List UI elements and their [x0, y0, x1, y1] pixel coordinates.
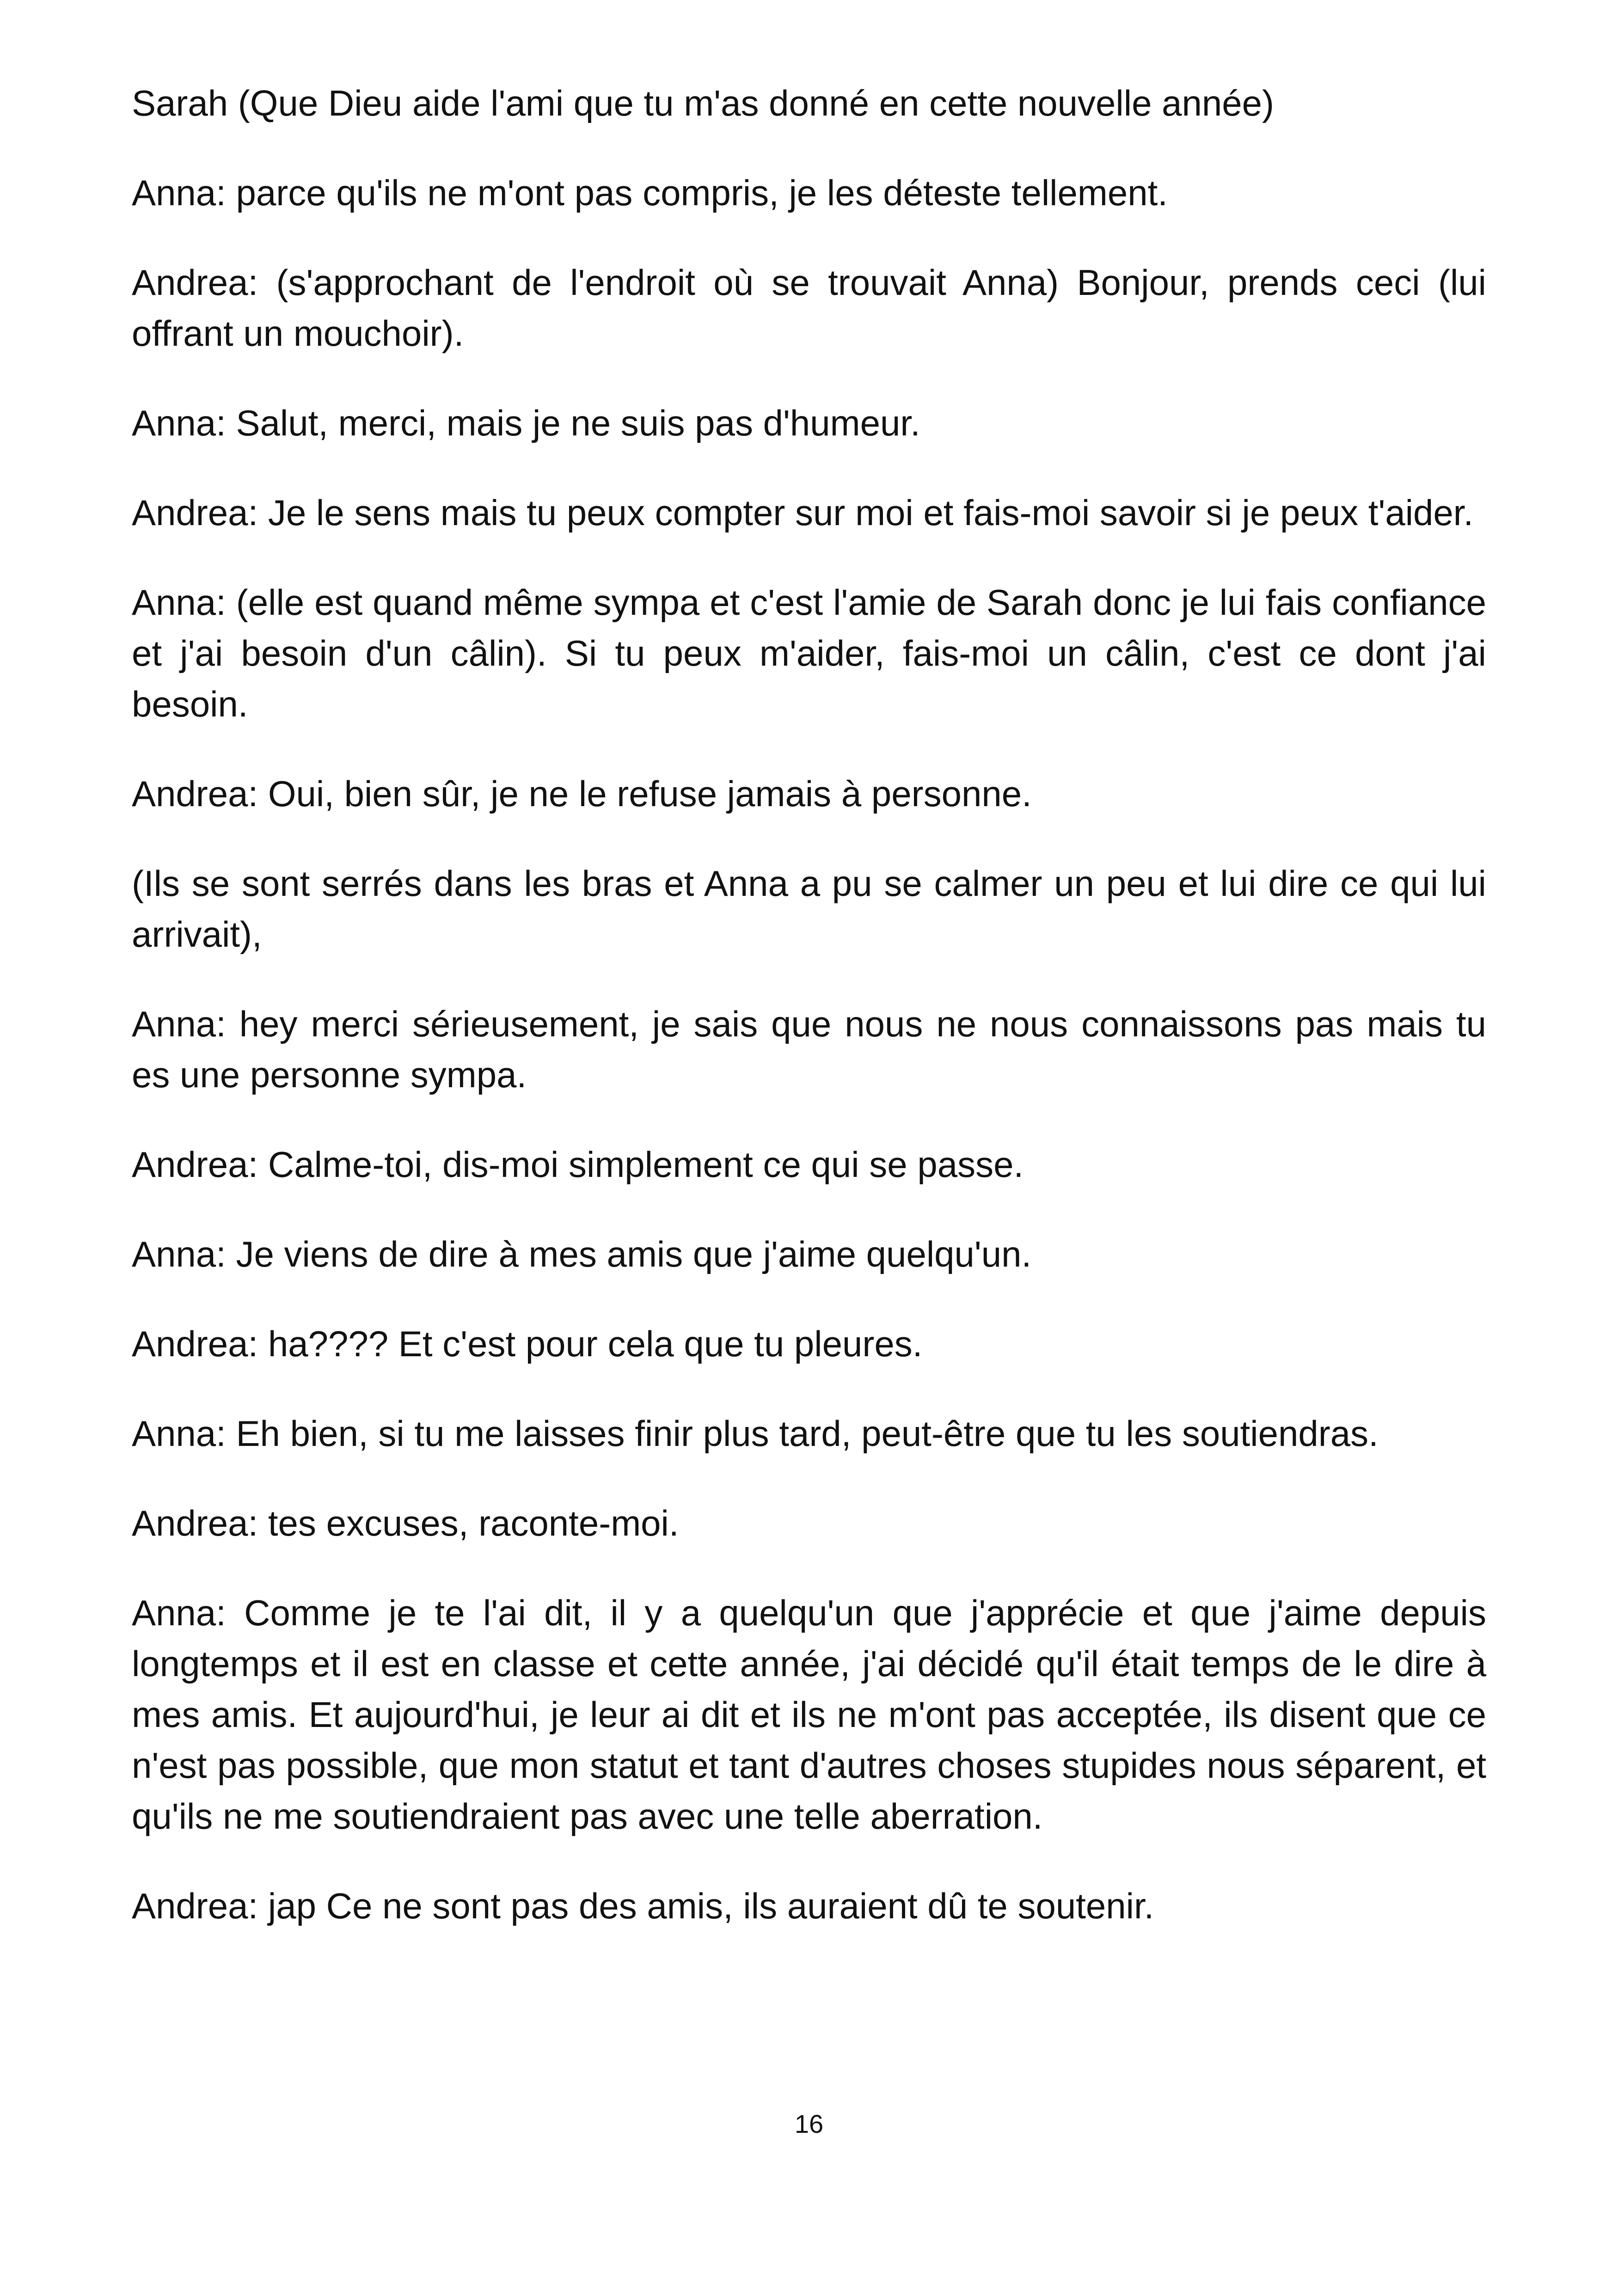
- dialogue-paragraph: Andrea: Je le sens mais tu peux compter sur moi et fais-moi savoir si je peux t'aider.: [132, 492, 1474, 533]
- dialogue-paragraph: Anna: Eh bien, si tu me laisses finir plus tard, peut-être que tu les soutiendras.: [132, 1413, 1379, 1454]
- narration-paragraph: (Ils se sont serrés dans les bras et Anna a pu se calmer un peu et lui dire ce qui lui arrivait),: [132, 863, 1486, 955]
- dialogue-paragraph: Anna: hey merci sérieusement, je sais que nous ne nous connaissons pas mais tu es une personne sympa.: [132, 1004, 1486, 1095]
- page-number: 16: [794, 2109, 824, 2138]
- dialogue-paragraph: Anna: Salut, merci, mais je ne suis pas d'humeur.: [132, 403, 920, 443]
- dialogue-paragraph: Anna: Je viens de dire à mes amis que j'aime quelqu'un.: [132, 1234, 1032, 1274]
- dialogue-paragraph: Sarah (Que Dieu aide l'ami que tu m'as donné en cette nouvelle année): [132, 83, 1275, 123]
- dialogue-paragraph: Andrea: Calme-toi, dis-moi simplement ce qui se passe.: [132, 1144, 1024, 1185]
- dialogue-paragraph: Andrea: Oui, bien sûr, je ne le refuse jamais à personne.: [132, 773, 1032, 814]
- dialogue-paragraph: Andrea: jap Ce ne sont pas des amis, ils auraient dû te soutenir.: [132, 1886, 1154, 1926]
- dialogue-paragraph: Andrea: (s'approchant de l'endroit où se trouvait Anna) Bonjour, prends ceci (lui offrant un mouchoir).: [132, 262, 1486, 354]
- dialogue-paragraph: Anna: parce qu'ils ne m'ont pas compris, je les déteste tellement.: [132, 172, 1168, 213]
- dialogue-paragraph: Anna: (elle est quand même sympa et c'est l'amie de Sarah donc je lui fais confiance et j'ai besoin d'un câlin). Si tu peux m'aider, fais-moi un câlin, c'est ce dont j'ai besoin.: [132, 582, 1486, 724]
- dialogue-paragraph: Andrea: tes excuses, raconte-moi.: [132, 1503, 679, 1543]
- body-text: [132, 78, 1486, 1931]
- dialogue-paragraph: Andrea: ha???? Et c'est pour cela que tu pleures.: [132, 1323, 923, 1364]
- dialogue-paragraph: Anna: Comme je te l'ai dit, il y a quelqu'un que j'apprécie et que j'aime depuis longtemps et il est en classe et cette année, j'ai décidé qu'il était temps de le dire à mes amis. Et aujourd'hui, je leur ai dit et ils ne m'ont pas acceptée, ils disent que ce n'est pas possible, que mon statut et tant d'autres choses stupides nous séparent, et qu'ils ne me soutiendraient pas avec une telle aberration.: [132, 1592, 1486, 1837]
